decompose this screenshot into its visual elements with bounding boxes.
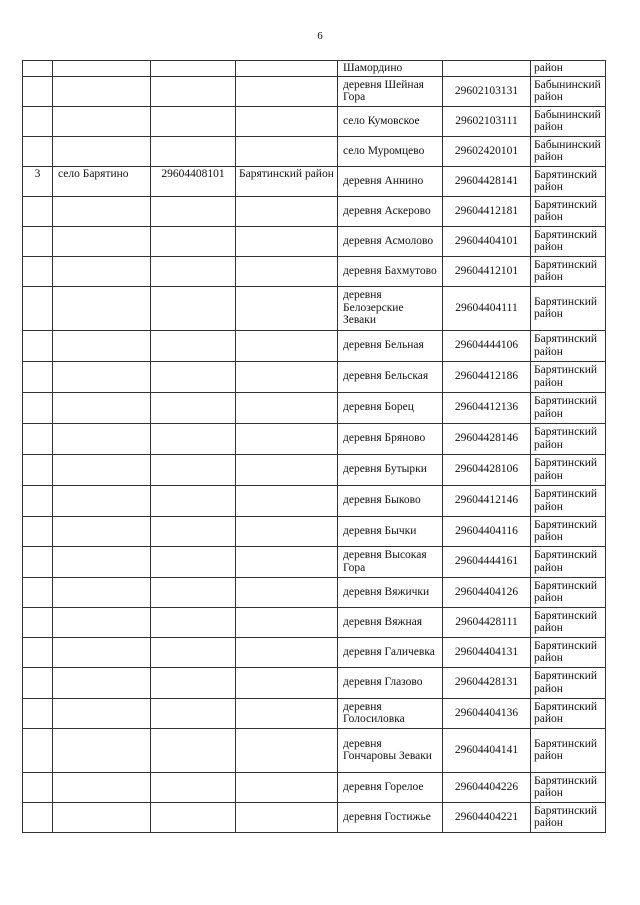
cell-district [236, 698, 338, 728]
cell-number [23, 546, 53, 577]
cell-village: деревня Галичевка [338, 637, 443, 667]
cell-oktmo-code [151, 423, 236, 454]
cell-locality [53, 61, 151, 77]
cell-village-district: Барятинский район [531, 330, 606, 361]
table-row [23, 637, 606, 667]
table-row [23, 802, 606, 832]
cell-village: деревня Быково [338, 485, 443, 516]
cell-village-code: 29602103111 [443, 106, 531, 136]
cell-village: деревня Белозерские Зеваки [338, 286, 443, 330]
cell-locality [53, 802, 151, 832]
cell-oktmo-code [151, 392, 236, 423]
cell-oktmo-code [151, 330, 236, 361]
cell-locality [53, 772, 151, 802]
cell-village-district: район [531, 61, 606, 77]
table-row [23, 667, 606, 698]
cell-locality [53, 637, 151, 667]
cell-locality [53, 76, 151, 106]
cell-village-district: Барятинский район [531, 454, 606, 485]
table-row [23, 106, 606, 136]
cell-village-district: Бабынинский район [531, 76, 606, 106]
cell-village-code: 29604428131 [443, 667, 531, 698]
table-row [23, 330, 606, 361]
cell-number [23, 772, 53, 802]
cell-village: деревня Бахмутово [338, 256, 443, 286]
cell-district [236, 226, 338, 256]
cell-district [236, 516, 338, 546]
cell-village: деревня Аннино [338, 166, 443, 196]
table-row [23, 454, 606, 485]
cell-village-code: 29602420101 [443, 136, 531, 166]
cell-district [236, 423, 338, 454]
cell-number [23, 454, 53, 485]
cell-district [236, 361, 338, 392]
cell-number [23, 516, 53, 546]
cell-locality [53, 286, 151, 330]
cell-number [23, 286, 53, 330]
cell-village-district: Барятинский район [531, 667, 606, 698]
table-row [23, 76, 606, 106]
cell-number [23, 136, 53, 166]
cell-village: деревня Вяжички [338, 577, 443, 607]
cell-locality [53, 454, 151, 485]
cell-locality [53, 607, 151, 637]
cell-district: Барятинский район [236, 166, 338, 196]
cell-district [236, 546, 338, 577]
cell-village-district: Барятинский район [531, 802, 606, 832]
cell-number [23, 196, 53, 226]
cell-district [236, 256, 338, 286]
cell-village-code: 29604428141 [443, 166, 531, 196]
cell-village: деревня Шейная Гора [338, 76, 443, 106]
table-row [23, 423, 606, 454]
cell-oktmo-code [151, 516, 236, 546]
cell-village-district: Барятинский район [531, 392, 606, 423]
table-row [23, 196, 606, 226]
cell-district [236, 330, 338, 361]
cell-oktmo-code: 29604408101 [151, 166, 236, 196]
cell-village: деревня Глазово [338, 667, 443, 698]
cell-number [23, 106, 53, 136]
table-row [23, 546, 606, 577]
cell-locality [53, 485, 151, 516]
cell-oktmo-code [151, 485, 236, 516]
cell-village-code: 29604404141 [443, 728, 531, 772]
cell-locality: село Барятино [53, 166, 151, 196]
cell-oktmo-code [151, 76, 236, 106]
cell-village-code: 29604404111 [443, 286, 531, 330]
cell-locality [53, 106, 151, 136]
cell-village-district: Барятинский район [531, 698, 606, 728]
table-row [23, 61, 606, 77]
table-row [23, 485, 606, 516]
cell-oktmo-code [151, 361, 236, 392]
cell-village-code [443, 61, 531, 77]
cell-oktmo-code [151, 577, 236, 607]
cell-district [236, 607, 338, 637]
cell-village-district: Барятинский район [531, 607, 606, 637]
cell-village: деревня Асмолово [338, 226, 443, 256]
table-row [23, 286, 606, 330]
cell-village: деревня Горелое [338, 772, 443, 802]
cell-oktmo-code [151, 728, 236, 772]
cell-village-code: 29604412136 [443, 392, 531, 423]
cell-number [23, 577, 53, 607]
cell-district [236, 485, 338, 516]
cell-locality [53, 423, 151, 454]
cell-locality [53, 196, 151, 226]
page-number: 6 [317, 30, 323, 42]
cell-village-code: 29602103131 [443, 76, 531, 106]
cell-village-code: 29604444106 [443, 330, 531, 361]
cell-village-code: 29604428111 [443, 607, 531, 637]
cell-village: деревня Бельская [338, 361, 443, 392]
cell-village-district: Барятинский район [531, 772, 606, 802]
table-row [23, 136, 606, 166]
table-body [23, 61, 606, 833]
cell-village-code: 29604404126 [443, 577, 531, 607]
cell-locality [53, 546, 151, 577]
cell-number [23, 637, 53, 667]
cell-oktmo-code [151, 802, 236, 832]
cell-village-code: 29604404136 [443, 698, 531, 728]
cell-oktmo-code [151, 607, 236, 637]
cell-number [23, 423, 53, 454]
cell-district [236, 728, 338, 772]
cell-village: деревня Вяжная [338, 607, 443, 637]
cell-number [23, 728, 53, 772]
table-row [23, 256, 606, 286]
cell-village: деревня Бычки [338, 516, 443, 546]
cell-village-code: 29604428106 [443, 454, 531, 485]
cell-oktmo-code [151, 698, 236, 728]
cell-oktmo-code [151, 196, 236, 226]
cell-village: деревня Аскерово [338, 196, 443, 226]
cell-oktmo-code [151, 772, 236, 802]
table-row [23, 607, 606, 637]
cell-village: село Муромцево [338, 136, 443, 166]
cell-village-district: Барятинский район [531, 226, 606, 256]
cell-locality [53, 516, 151, 546]
cell-locality [53, 577, 151, 607]
cell-locality [53, 330, 151, 361]
cell-village: село Кумовское [338, 106, 443, 136]
cell-village-code: 29604404116 [443, 516, 531, 546]
cell-village-code: 29604404101 [443, 226, 531, 256]
cell-number [23, 226, 53, 256]
cell-number [23, 330, 53, 361]
cell-village: деревня Гостижье [338, 802, 443, 832]
table-row [23, 361, 606, 392]
cell-district [236, 286, 338, 330]
cell-village-district: Барятинский район [531, 516, 606, 546]
cell-village-district: Барятинский район [531, 361, 606, 392]
table-row [23, 728, 606, 772]
cell-number [23, 61, 53, 77]
cell-oktmo-code [151, 454, 236, 485]
cell-locality [53, 361, 151, 392]
cell-village-district: Бабынинский район [531, 106, 606, 136]
cell-village-district: Барятинский район [531, 546, 606, 577]
cell-village-district: Барятинский район [531, 256, 606, 286]
cell-oktmo-code [151, 106, 236, 136]
cell-number [23, 256, 53, 286]
cell-number [23, 698, 53, 728]
cell-village: Шамордино [338, 61, 443, 77]
table-row [23, 772, 606, 802]
cell-locality [53, 728, 151, 772]
table-row [23, 698, 606, 728]
cell-district [236, 106, 338, 136]
table-row [23, 516, 606, 546]
cell-oktmo-code [151, 226, 236, 256]
cell-district [236, 196, 338, 226]
cell-village-district: Бабынинский район [531, 136, 606, 166]
cell-number [23, 76, 53, 106]
cell-locality [53, 698, 151, 728]
cell-district [236, 637, 338, 667]
cell-number [23, 667, 53, 698]
cell-village: деревня Высокая Гора [338, 546, 443, 577]
cell-district [236, 667, 338, 698]
cell-number [23, 361, 53, 392]
cell-district [236, 392, 338, 423]
cell-district [236, 136, 338, 166]
table-row [23, 392, 606, 423]
cell-locality [53, 256, 151, 286]
cell-district [236, 772, 338, 802]
cell-locality [53, 226, 151, 256]
cell-oktmo-code [151, 256, 236, 286]
cell-locality [53, 136, 151, 166]
cell-village: деревня Гончаровы Зеваки [338, 728, 443, 772]
cell-village-district: Барятинский район [531, 577, 606, 607]
cell-village-district: Барятинский район [531, 728, 606, 772]
cell-village-code: 29604404226 [443, 772, 531, 802]
cell-oktmo-code [151, 136, 236, 166]
cell-locality [53, 667, 151, 698]
cell-village: деревня Бельная [338, 330, 443, 361]
cell-number [23, 802, 53, 832]
cell-village: деревня Борец [338, 392, 443, 423]
cell-village: деревня Бутырки [338, 454, 443, 485]
cell-oktmo-code [151, 286, 236, 330]
cell-village-code: 29604412186 [443, 361, 531, 392]
cell-village-code: 29604412146 [443, 485, 531, 516]
cell-oktmo-code [151, 546, 236, 577]
cell-number [23, 392, 53, 423]
cell-oktmo-code [151, 61, 236, 77]
cell-district [236, 76, 338, 106]
cell-locality [53, 392, 151, 423]
cell-village-code: 29604412181 [443, 196, 531, 226]
cell-district [236, 802, 338, 832]
cell-village-district: Барятинский район [531, 485, 606, 516]
cell-number [23, 485, 53, 516]
cell-village-code: 29604412101 [443, 256, 531, 286]
cell-district [236, 454, 338, 485]
cell-number [23, 607, 53, 637]
cell-village-district: Барятинский район [531, 423, 606, 454]
cell-village-district: Барятинский район [531, 196, 606, 226]
cell-oktmo-code [151, 667, 236, 698]
cell-village-code: 29604404221 [443, 802, 531, 832]
cell-village-district: Барятинский район [531, 166, 606, 196]
cell-number: 3 [23, 166, 53, 196]
table-row [23, 577, 606, 607]
cell-village-district: Барятинский район [531, 286, 606, 330]
cell-district [236, 61, 338, 77]
table-row [23, 166, 606, 196]
settlements-table [22, 60, 606, 833]
cell-village-district: Барятинский район [531, 637, 606, 667]
table-row [23, 226, 606, 256]
cell-village-code: 29604404131 [443, 637, 531, 667]
cell-village: деревня Голосиловка [338, 698, 443, 728]
cell-village-code: 29604428146 [443, 423, 531, 454]
cell-village-code: 29604444161 [443, 546, 531, 577]
cell-district [236, 577, 338, 607]
cell-oktmo-code [151, 637, 236, 667]
cell-village: деревня Бряново [338, 423, 443, 454]
